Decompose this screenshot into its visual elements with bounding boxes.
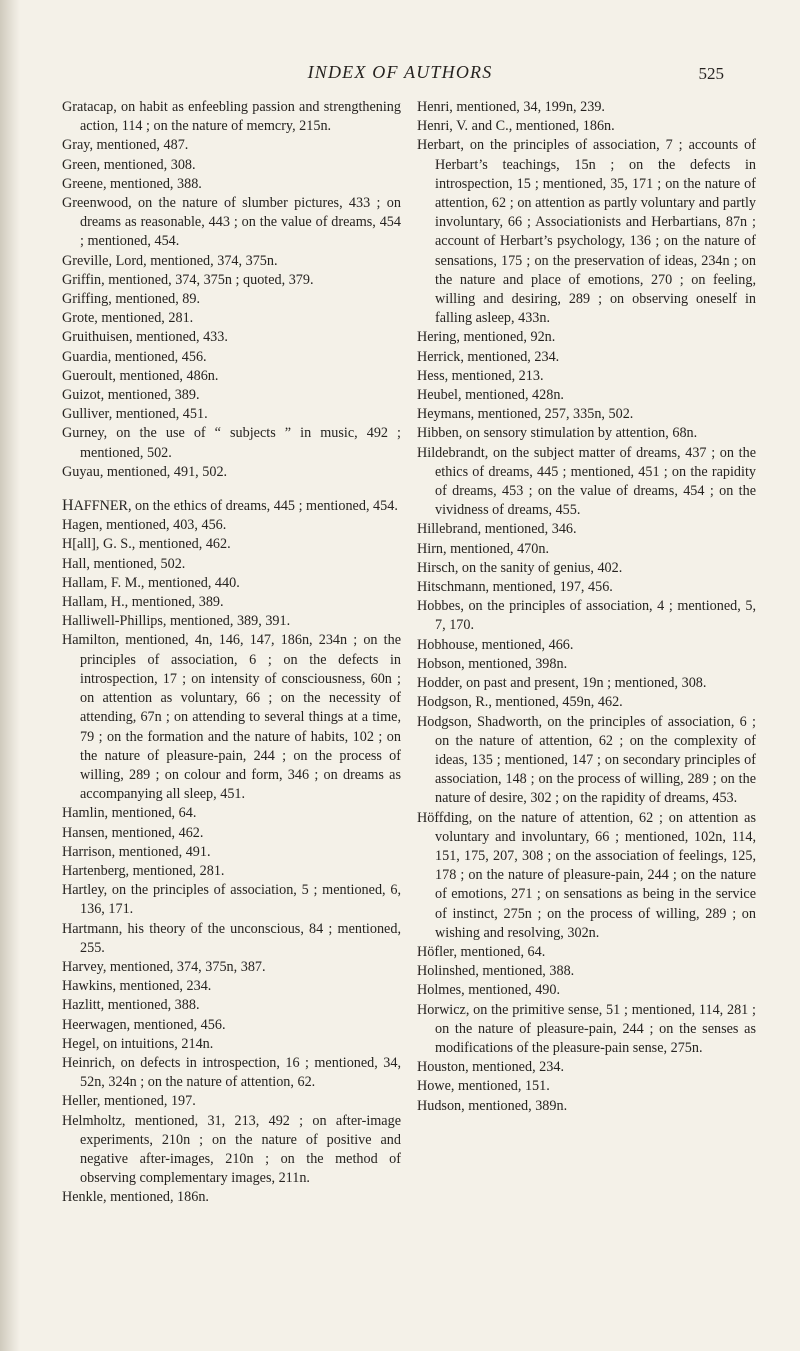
index-entry: Gueroult, mentioned, 486n. bbox=[62, 367, 219, 384]
index-entry: Hagen, mentioned, 403, 456. bbox=[62, 517, 227, 534]
index-entry: Hamilton, mentioned, 4n, 146, 147, 186n, 234n ; on the principles of association, 6 ; on the defects in introspection, 17 ; on intensity of consciousness, 60n ; on attention as voluntary, 66 ; on the necessity of attending, 67n ; on attending to several things at a time, 79 ; on the formation and the nature of habits, 102 ; on the nature of pleasure-pain, 244 ; on the process of willing, 289 ; on colour and form, 346 ; on dreams as accompanying all sleep, 451. bbox=[62, 632, 401, 803]
index-entry: Henri, V. and C., mentioned, 186n. bbox=[417, 118, 615, 135]
index-entry: Hobhouse, mentioned, 466. bbox=[417, 636, 574, 653]
page-number: 525 bbox=[698, 64, 724, 83]
index-entry: Hamlin, mentioned, 64. bbox=[62, 805, 197, 822]
index-entry: Houston, mentioned, 234. bbox=[417, 1059, 564, 1076]
index-entry: Hartley, on the principles of association, 5 ; mentioned, 6, 136, 171. bbox=[62, 882, 401, 918]
index-entry: Herrick, mentioned, 234. bbox=[417, 348, 560, 365]
index-entry: Hawkins, mentioned, 234. bbox=[62, 978, 212, 995]
page-binding-edge bbox=[0, 0, 20, 1351]
index-entry: Hartmann, his theory of the unconscious, 84 ; mentioned, 255. bbox=[62, 920, 401, 956]
index-entry: Hudson, mentioned, 389n. bbox=[417, 1097, 568, 1114]
index-entry: Helmholtz, mentioned, 31, 213, 492 ; on after-image experiments, 210n ; on the nature of positive and negative after-images, 210n ; on the method of observing complementary images, 211n. bbox=[62, 1112, 401, 1187]
index-entry: Halliwell-Phillips, mentioned, 389, 391. bbox=[62, 613, 291, 630]
index-entry: Henri, mentioned, 34, 199n, 239. bbox=[417, 99, 605, 115]
index-entry: H[all], G. S., mentioned, 462. bbox=[62, 536, 231, 553]
index-entry: Grote, mentioned, 281. bbox=[62, 310, 194, 327]
index-entry: Greville, Lord, mentioned, 374, 375n. bbox=[62, 252, 278, 269]
index-entry: Herbart, on the principles of association, 7 ; accounts of Herbart’s teachings, 15n ; on the defects in introspection, 15 ; mentioned, 35, 171 ; on the nature of attention, 62 ; on attention as partly voluntary and partly involuntary, 66 ; Associationists and Herbartians, 87n ; account of Herbart’s psychology, 136 ; on the nature of sensations, 175 ; on the preservation of ideas, 234n ; on the nature and place of emotions, 270 ; on feeling, willing and desiring, 289 ; on observing oneself in falling asleep, 433n. bbox=[417, 137, 756, 327]
index-entry: Horwicz, on the primitive sense, 51 ; mentioned, 114, 281 ; on the nature of pleasure-pain, 244 ; on the senses as modifications of the pleasure-pain sense, 275n. bbox=[417, 1001, 756, 1056]
index-entry: Hazlitt, mentioned, 388. bbox=[62, 997, 200, 1014]
index-entry: Gulliver, mentioned, 451. bbox=[62, 406, 208, 423]
index-entry: Höfler, mentioned, 64. bbox=[417, 943, 546, 960]
index-entry: Greene, mentioned, 388. bbox=[62, 175, 202, 192]
index-entry: Höffding, on the nature of attention, 62 ; on attention as voluntary and involuntary, 66 ; mentioned, 102n, 114, 151, 175, 207, 308 ; on the association of feelings, 125, 178 ; on the nature of pleasure-pain, 244 ; on the nature of emotions, 271 ; on sensations as being in the service of instinct, 275n ; on the process of willing, 289 ; on wishing and resolving, 302n. bbox=[417, 809, 756, 941]
index-entry: Guizot, mentioned, 389. bbox=[62, 387, 200, 404]
index-entry: Hodder, on past and present, 19n ; mentioned, 308. bbox=[417, 675, 707, 692]
index-entry: Harvey, mentioned, 374, 375n, 387. bbox=[62, 958, 266, 975]
index-entry: Hallam, H., mentioned, 389. bbox=[62, 594, 224, 611]
index-entry: Holinshed, mentioned, 388. bbox=[417, 963, 575, 980]
index-entry: Heubel, mentioned, 428n. bbox=[417, 387, 564, 404]
index-entry: Harrison, mentioned, 491. bbox=[62, 843, 211, 860]
index-entry: Hillebrand, mentioned, 346. bbox=[417, 521, 577, 538]
index-entry: Gruithuisen, mentioned, 433. bbox=[62, 329, 228, 346]
index-entry: Hobbes, on the principles of association, 4 ; mentioned, 5, 7, 170. bbox=[417, 598, 756, 634]
index-entry: Hodgson, Shadworth, on the principles of association, 6 ; on the nature of attention, 62 ; on the complexity of ideas, 135 ; mentioned, 147 ; on secondary principles of association, 148 ; on the process of willing, 289 ; on the nature of desire, 302 ; on the rapidity of dreams, 453. bbox=[417, 713, 756, 807]
index-entry: Hering, mentioned, 92n. bbox=[417, 329, 556, 346]
index-entry: Griffin, mentioned, 374, 375n ; quoted, 379. bbox=[62, 271, 314, 288]
index-entry: Hirsch, on the sanity of genius, 402. bbox=[417, 559, 623, 576]
index-entry: Heinrich, on defects in introspection, 16 ; mentioned, 34, 52n, 324n ; on the nature of attention, 62. bbox=[62, 1054, 401, 1091]
index-entry: Henkle, mentioned, 186n. bbox=[62, 1189, 209, 1206]
index-entry: Gurney, on the use of “ subjects ” in music, 492 ; mentioned, 502. bbox=[62, 425, 401, 461]
index-entry: Hitschmann, mentioned, 197, 456. bbox=[417, 579, 613, 596]
index-entry: Hirn, mentioned, 470n. bbox=[417, 540, 550, 557]
index-entry: Hess, mentioned, 213. bbox=[417, 367, 544, 384]
index-entry: Hall, mentioned, 502. bbox=[62, 555, 186, 572]
index-entry: Greenwood, on the nature of slumber pictures, 433 ; on dreams as reasonable, 443 ; on the value of dreams, 454 ; mentioned, 454. bbox=[62, 195, 401, 250]
index-entry: Green, mentioned, 308. bbox=[62, 156, 196, 173]
index-entry: Heymans, mentioned, 257, 335n, 502. bbox=[417, 406, 634, 423]
index-entry: Guardia, mentioned, 456. bbox=[62, 348, 207, 365]
index-entry: Hobson, mentioned, 398n. bbox=[417, 655, 568, 672]
index-entry: Gray, mentioned, 487. bbox=[62, 137, 189, 154]
index-entry: Heerwagen, mentioned, 456. bbox=[62, 1016, 226, 1033]
index-entry: Hallam, F. M., mentioned, 440. bbox=[62, 574, 240, 591]
index-entry: Hodgson, R., mentioned, 459n, 462. bbox=[417, 694, 623, 711]
left-column bbox=[62, 98, 401, 1208]
index-entry: Hansen, mentioned, 462. bbox=[62, 824, 204, 841]
index-entry: Holmes, mentioned, 490. bbox=[417, 982, 561, 999]
index-entry: Griffing, mentioned, 89. bbox=[62, 291, 201, 308]
right-column bbox=[417, 98, 756, 1116]
index-entry: Hegel, on intuitions, 214n. bbox=[62, 1035, 214, 1052]
index-entry: HAFFNER, on the ethics of dreams, 445 ; mentioned, 454. bbox=[62, 497, 398, 515]
index-entry: Gratacap, on habit as enfeebling passion and strengthening action, 114 ; on the nature of memcry, 215n. bbox=[62, 99, 401, 135]
index-entry: Hartenberg, mentioned, 281. bbox=[62, 862, 225, 879]
index-entry: Hibben, on sensory stimulation by attention, 68n. bbox=[417, 425, 698, 442]
index-entry: Guyau, mentioned, 491, 502. bbox=[62, 463, 228, 480]
running-header: INDEX OF AUTHORS bbox=[307, 62, 493, 82]
index-entry: Hildebrandt, on the subject matter of dreams, 437 ; on the ethics of dreams, 445 ; mentioned, 451 ; on the rapidity of dreams, 453 ; on the value of dreams, 454 ; on the vividness of dreams, 455. bbox=[417, 444, 756, 519]
index-entry: Heller, mentioned, 197. bbox=[62, 1093, 196, 1110]
index-entry: Howe, mentioned, 151. bbox=[417, 1078, 550, 1095]
